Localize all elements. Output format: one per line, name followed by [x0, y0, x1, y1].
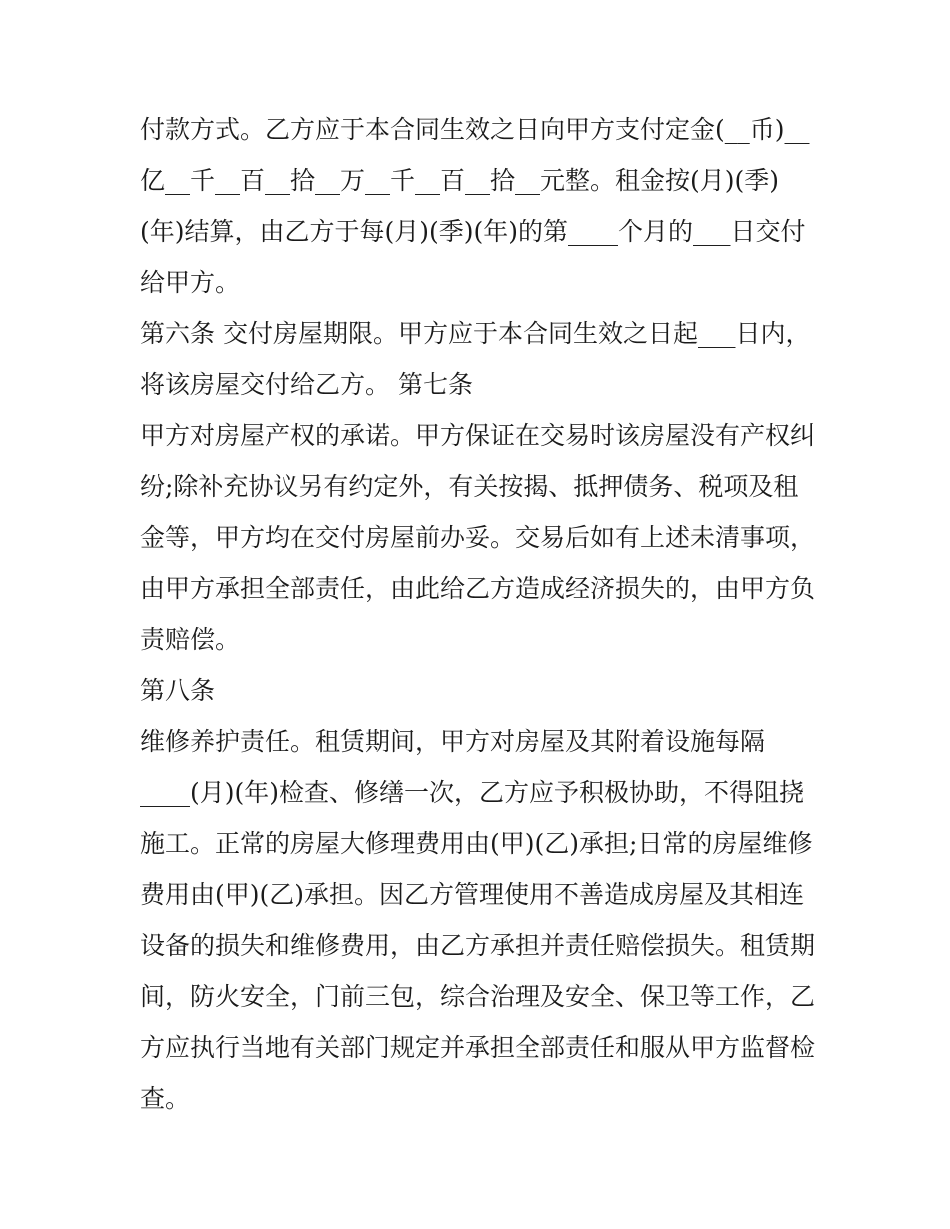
- contract-text: [140, 104, 830, 1124]
- text-line: 纷;除补充协议另有约定外，有关按揭、抵押债务、税项及租: [140, 472, 799, 501]
- text-line: 费用由(甲)(乙)承担。因乙方管理使用不善造成房屋及其相连: [140, 880, 805, 909]
- text-line: 将该房屋交付给乙方。 第七条: [140, 370, 473, 399]
- text-line: 方应执行当地有关部门规定并承担全部责任和服从甲方监督检: [140, 1033, 816, 1062]
- text-line: 亿__千__百__拾__万__千__百__拾__元整。租金按(月)(季): [140, 166, 780, 195]
- text-line: 维修养护责任。租赁期间，甲方对房屋及其附着设施每隔: [140, 727, 766, 756]
- text-line: 付款方式。乙方应于本合同生效之日向甲方支付定金(__币)__: [140, 115, 810, 144]
- text-line: 甲方对房屋产权的承诺。甲方保证在交易时该房屋没有产权纠: [140, 421, 816, 450]
- text-line: 查。: [140, 1084, 191, 1113]
- article-6-line: 第六条 交付房屋期限。甲方应于本合同生效之日起___日内，: [140, 319, 811, 348]
- text-line: 责赔偿。: [140, 625, 241, 654]
- text-line: 由甲方承担全部责任，由此给乙方造成经济损失的，由甲方负: [140, 574, 816, 603]
- text-line: 施工。正常的房屋大修理费用由(甲)(乙)承担;日常的房屋维修: [140, 829, 813, 858]
- text-line: (年)结算，由乙方于每(月)(季)(年)的第____个月的___日交付: [140, 217, 806, 246]
- text-line: ____(月)(年)检查、修缮一次，乙方应予积极协助，不得阻挠: [140, 778, 805, 807]
- text-line: 间，防火安全，门前三包，综合治理及安全、保卫等工作，乙: [140, 982, 816, 1011]
- text-line: 设备的损失和维修费用，由乙方承担并责任赔偿损失。租赁期: [140, 931, 816, 960]
- text-line: 给甲方。: [140, 268, 241, 297]
- text-line: 金等，甲方均在交付房屋前办妥。交易后如有上述未清事项，: [140, 523, 816, 552]
- article-8-heading: 第八条: [140, 676, 216, 705]
